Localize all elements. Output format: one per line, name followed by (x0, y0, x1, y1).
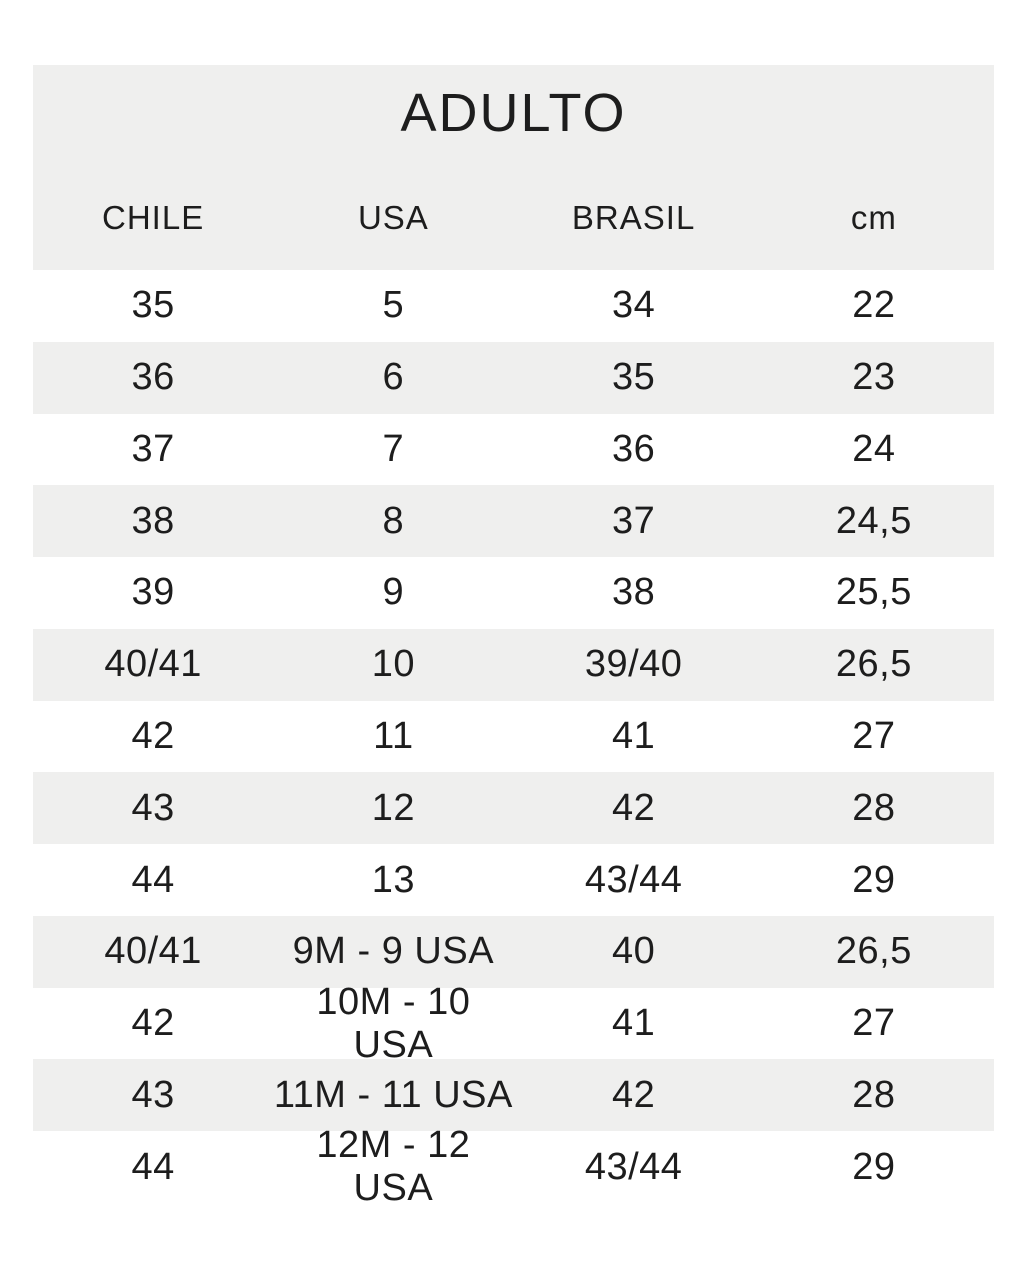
table-row (33, 772, 994, 844)
cell-cm: 27 (852, 714, 896, 757)
table-row (33, 844, 994, 916)
cell-chile: 37 (131, 427, 175, 470)
cell-brasil: 42 (611, 786, 656, 829)
table-row (33, 1124, 994, 1210)
cell-chile: 44 (131, 1145, 175, 1188)
cell-chile: 42 (131, 714, 175, 757)
cell-usa: 9 (382, 571, 405, 614)
cell-cm: 26,5 (835, 930, 912, 973)
table-row (33, 980, 994, 1066)
cell-cm: 26,5 (835, 643, 912, 686)
cell-chile: 36 (131, 356, 175, 399)
column-header-brasil: BRASIL (571, 199, 696, 236)
cell-cm: 24 (852, 427, 896, 470)
cell-cm: 25,5 (835, 571, 912, 614)
cell-usa: 7 (382, 427, 405, 470)
table-row (33, 701, 994, 773)
cell-brasil: 36 (611, 427, 656, 470)
cell-usa: 8 (382, 499, 405, 542)
table-header (33, 65, 994, 270)
table-row (33, 414, 994, 486)
table-row (33, 916, 994, 988)
table-row (33, 629, 994, 701)
size-conversion-table (33, 65, 994, 1210)
cell-chile: 42 (131, 1002, 175, 1045)
cell-cm: 28 (852, 1073, 896, 1116)
cell-chile: 43 (131, 1073, 175, 1116)
cell-brasil: 38 (611, 571, 656, 614)
table-body (33, 270, 994, 1210)
column-header-cm: cm (850, 199, 897, 236)
cell-cm: 24,5 (835, 499, 912, 542)
table-row (33, 557, 994, 629)
cell-usa: 11M - 11 USA (273, 1073, 513, 1116)
cell-brasil: 35 (611, 356, 656, 399)
cell-usa: 10 (371, 643, 416, 686)
cell-cm: 22 (852, 284, 896, 327)
column-header-usa: USA (357, 199, 429, 236)
cell-brasil: 43/44 (584, 1145, 683, 1188)
cell-brasil: 43/44 (584, 858, 683, 901)
cell-brasil: 37 (611, 499, 656, 542)
cell-chile: 40/41 (104, 643, 202, 686)
table-row (33, 1059, 994, 1131)
table-title: ADULTO (400, 83, 627, 143)
cell-brasil: 39/40 (584, 643, 683, 686)
cell-cm: 29 (852, 1145, 896, 1188)
table-row (33, 485, 994, 557)
cell-chile: 38 (131, 499, 175, 542)
cell-usa: 6 (382, 356, 405, 399)
cell-usa: 12 (371, 786, 416, 829)
cell-usa: 5 (382, 284, 405, 327)
cell-brasil: 40 (611, 930, 656, 973)
cell-cm: 27 (852, 1002, 896, 1045)
cell-usa: 9M - 9 USA (292, 930, 495, 973)
cell-brasil: 41 (611, 714, 656, 757)
cell-brasil: 34 (611, 284, 656, 327)
cell-usa: 12M - 12 USA (316, 1124, 471, 1210)
cell-usa: 10M - 10 USA (316, 980, 471, 1066)
table-row (33, 342, 994, 414)
cell-brasil: 42 (611, 1073, 656, 1116)
column-headers-row (33, 183, 994, 253)
cell-chile: 44 (131, 858, 175, 901)
column-header-chile: CHILE (102, 199, 205, 236)
table-row (33, 270, 994, 342)
cell-usa: 11 (373, 714, 414, 757)
cell-cm: 23 (852, 356, 896, 399)
cell-brasil: 41 (611, 1002, 656, 1045)
cell-chile: 40/41 (104, 930, 202, 973)
cell-usa: 13 (371, 858, 416, 901)
cell-chile: 43 (131, 786, 175, 829)
cell-cm: 29 (852, 858, 896, 901)
cell-chile: 35 (131, 284, 175, 327)
cell-cm: 28 (852, 786, 896, 829)
cell-chile: 39 (131, 571, 175, 614)
